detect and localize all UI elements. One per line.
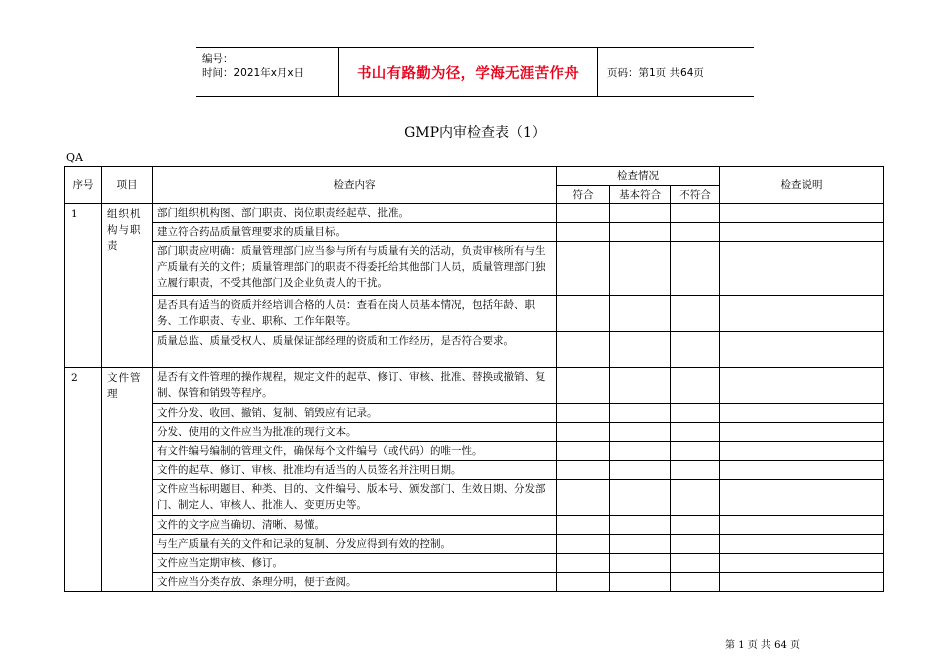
basic-conform-cell[interactable] xyxy=(610,368,671,404)
header-seq: 序号 xyxy=(65,167,102,204)
table-row xyxy=(65,461,884,480)
check-content: 文件应当分类存放、条理分明，便于查阅。 xyxy=(153,573,557,592)
table-row xyxy=(65,480,884,516)
nonconform-cell[interactable] xyxy=(671,480,720,516)
basic-conform-cell[interactable] xyxy=(610,223,671,242)
basic-conform-cell[interactable] xyxy=(610,461,671,480)
check-content: 部门职责应明确：质量管理部门应当参与所有与质量有关的活动，负责审核所有与生产质量有关的文件；质量管理部门的职责不得委托给其他部门人员，质量管理部门独立履行职责，不受其他部门及企业负责人的干扰。 xyxy=(153,242,557,296)
department-label: QA xyxy=(66,151,83,164)
conform-cell[interactable] xyxy=(557,461,610,480)
table-row xyxy=(65,404,884,423)
check-content: 是否具有适当的资质并经培训合格的人员：查看在岗人员基本情况，包括年龄、职务、工作职责、专业、职称、工作年限等。 xyxy=(153,296,557,332)
note-cell[interactable] xyxy=(720,242,884,296)
table-row xyxy=(65,296,884,332)
nonconform-cell[interactable] xyxy=(671,368,720,404)
basic-conform-cell[interactable] xyxy=(610,242,671,296)
nonconform-cell[interactable] xyxy=(671,442,720,461)
header-basic-conform: 基本符合 xyxy=(610,186,671,204)
check-content: 质量总监、质量受权人、质量保证部经理的资质和工作经历，是否符合要求。 xyxy=(153,332,557,368)
nonconform-cell[interactable] xyxy=(671,554,720,573)
basic-conform-cell[interactable] xyxy=(610,442,671,461)
check-content: 文件的文字应当确切、清晰、易懂。 xyxy=(153,516,557,535)
basic-conform-cell[interactable] xyxy=(610,480,671,516)
table-row xyxy=(65,368,884,404)
header-note: 检查说明 xyxy=(720,167,884,204)
nonconform-cell[interactable] xyxy=(671,573,720,592)
check-content: 文件应当定期审核、修订。 xyxy=(153,554,557,573)
conform-cell[interactable] xyxy=(557,404,610,423)
conform-cell[interactable] xyxy=(557,368,610,404)
header-conform: 符合 xyxy=(557,186,610,204)
document-header xyxy=(196,47,754,97)
check-content: 有文件编号编制的管理文件，确保每个文件编号（或代码）的唯一性。 xyxy=(153,442,557,461)
note-cell[interactable] xyxy=(720,535,884,554)
conform-cell[interactable] xyxy=(557,296,610,332)
header-meta xyxy=(196,48,338,96)
conform-cell[interactable] xyxy=(557,223,610,242)
conform-cell[interactable] xyxy=(557,423,610,442)
check-content: 文件分发、收回、撤销、复制、销毁应有记录。 xyxy=(153,404,557,423)
table-row xyxy=(65,223,884,242)
table-row xyxy=(65,535,884,554)
note-cell[interactable] xyxy=(720,554,884,573)
conform-cell[interactable] xyxy=(557,554,610,573)
basic-conform-cell[interactable] xyxy=(610,404,671,423)
conform-cell[interactable] xyxy=(557,242,610,296)
note-cell[interactable] xyxy=(720,423,884,442)
group-item: 文件管理 xyxy=(102,368,153,592)
note-cell[interactable] xyxy=(720,442,884,461)
group-seq: 2 xyxy=(65,368,102,592)
basic-conform-cell[interactable] xyxy=(610,535,671,554)
header-status: 检查情况 xyxy=(557,167,720,186)
checklist-table xyxy=(64,166,884,592)
table-row xyxy=(65,573,884,592)
conform-cell[interactable] xyxy=(557,573,610,592)
table-row xyxy=(65,423,884,442)
basic-conform-cell[interactable] xyxy=(610,516,671,535)
header-nonconform: 不符合 xyxy=(671,186,720,204)
header-page-label: 页码：第1页 共64页 xyxy=(607,66,704,79)
check-content: 是否有文件管理的操作规程，规定文件的起草、修订、审核、批准、替换或撤销、复制、保管和销毁等程序。 xyxy=(153,368,557,404)
basic-conform-cell[interactable] xyxy=(610,296,671,332)
nonconform-cell[interactable] xyxy=(671,223,720,242)
nonconform-cell[interactable] xyxy=(671,461,720,480)
note-cell[interactable] xyxy=(720,404,884,423)
note-cell[interactable] xyxy=(720,516,884,535)
basic-conform-cell[interactable] xyxy=(610,332,671,368)
table-row xyxy=(65,516,884,535)
time-label: 时间：2021年x月x日 xyxy=(202,67,305,79)
nonconform-cell[interactable] xyxy=(671,296,720,332)
nonconform-cell[interactable] xyxy=(671,404,720,423)
number-label: 编号： xyxy=(202,53,234,65)
check-content: 与生产质量有关的文件和记录的复制、分发应得到有效的控制。 xyxy=(153,535,557,554)
nonconform-cell[interactable] xyxy=(671,516,720,535)
page-title: GMP内审检查表（1） xyxy=(404,125,546,141)
nonconform-cell[interactable] xyxy=(671,423,720,442)
conform-cell[interactable] xyxy=(557,442,610,461)
table-row xyxy=(65,332,884,368)
note-cell[interactable] xyxy=(720,223,884,242)
note-cell[interactable] xyxy=(720,296,884,332)
conform-cell[interactable] xyxy=(557,204,610,223)
header-content: 检查内容 xyxy=(153,167,557,204)
header-item: 项目 xyxy=(102,167,153,204)
basic-conform-cell[interactable] xyxy=(610,554,671,573)
page-footer: 第 1 页 共 64 页 xyxy=(725,640,800,651)
note-cell[interactable] xyxy=(720,332,884,368)
nonconform-cell[interactable] xyxy=(671,242,720,296)
check-content: 部门组织机构图、部门职责、岗位职责经起草、批准。 xyxy=(153,204,557,223)
basic-conform-cell[interactable] xyxy=(610,204,671,223)
conform-cell[interactable] xyxy=(557,332,610,368)
note-cell[interactable] xyxy=(720,573,884,592)
group-item: 组织机构与职责 xyxy=(102,204,153,368)
conform-cell[interactable] xyxy=(557,535,610,554)
nonconform-cell[interactable] xyxy=(671,535,720,554)
note-cell[interactable] xyxy=(720,461,884,480)
basic-conform-cell[interactable] xyxy=(610,423,671,442)
header-motto: 书山有路勤为径，学海无涯苦作舟 xyxy=(338,48,598,96)
conform-cell[interactable] xyxy=(557,516,610,535)
note-cell[interactable] xyxy=(720,204,884,223)
group-seq: 1 xyxy=(65,204,102,368)
table-row xyxy=(65,204,884,223)
check-content: 文件应当标明题目、种类、目的、文件编号、版本号、颁发部门、生效日期、分发部门、制定人、审核人、批准人、变更历史等。 xyxy=(153,480,557,516)
table-row xyxy=(65,554,884,573)
nonconform-cell[interactable] xyxy=(671,204,720,223)
note-cell[interactable] xyxy=(720,480,884,516)
table-row xyxy=(65,442,884,461)
nonconform-cell[interactable] xyxy=(671,332,720,368)
check-content: 分发、使用的文件应当为批准的现行文本。 xyxy=(153,423,557,442)
conform-cell[interactable] xyxy=(557,480,610,516)
check-content: 建立符合药品质量管理要求的质量目标。 xyxy=(153,223,557,242)
note-cell[interactable] xyxy=(720,368,884,404)
check-content: 文件的起草、修订、审核、批准均有适当的人员签名并注明日期。 xyxy=(153,461,557,480)
table-row xyxy=(65,242,884,296)
basic-conform-cell[interactable] xyxy=(610,573,671,592)
